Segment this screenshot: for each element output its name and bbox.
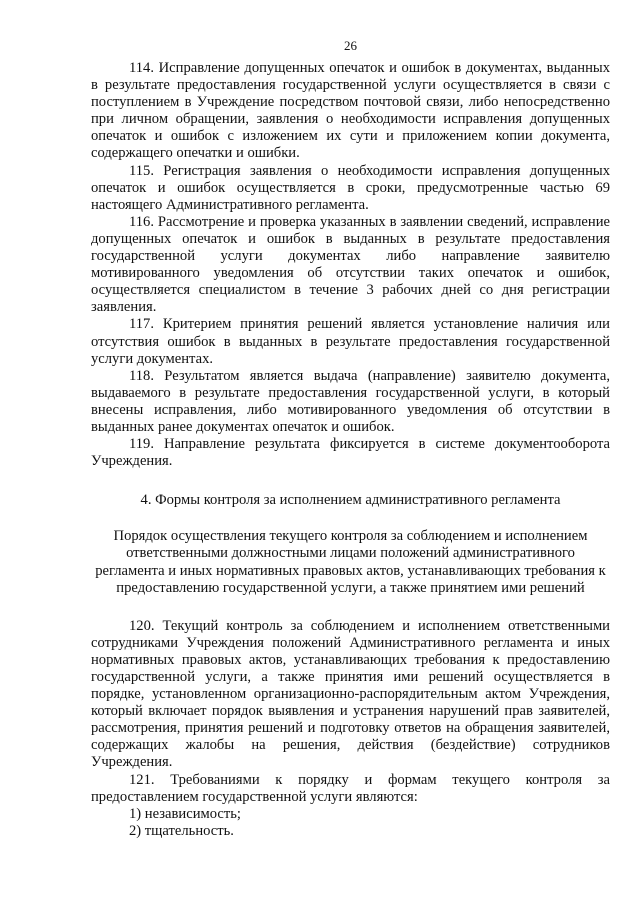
- section-heading: 4. Формы контроля за исполнением административного регламента: [140, 492, 561, 509]
- paragraph-121: 121. Требованиями к порядку и формам текущего контроля за предоставлением государственной услуги являются:: [91, 771, 610, 805]
- paragraph-120: 120. Текущий контроль за соблюдением и исполнением ответственными сотрудниками Учреждения положений Административного регламента и иных нормативных правовых актов, устанавливающих требования к предоставлению государственной услуги, а также принятия ими решений осуществляется в порядке, установленном организационно-распорядительным актом Учреждения, который включает порядок выявления и устранения нарушений прав заявителей, рассмотрения, принятия решений и подготовку ответов на обращения заявителей, содержащих жалобы на решения, действия (бездействие) сотрудников Учреждения.: [91, 617, 610, 771]
- paragraph-119: 119. Направление результата фиксируется в системе документооборота Учреждения.: [91, 436, 610, 470]
- paragraph-118: 118. Результатом является выдача (направление) заявителю документа, выдаваемого в результате предоставления государственной услуги, в который внесены исправления, либо мотивированного уведомления об отсутствии в выданных ранее документах опечаток и ошибок.: [91, 367, 610, 435]
- sub-heading: Порядок осуществления текущего контроля за соблюдением и исполнением ответственными должностными лицами положений административного регламента и иных нормативных правовых актов, устанавливающих требования к предоставлению государственной услуги, а также принятием ими решений: [95, 528, 606, 596]
- paragraph-117: 117. Критерием принятия решений является установление наличия или отсутствия ошибок в выданных в результате предоставления государственной услуги документах.: [91, 316, 610, 367]
- paragraph-114: 114. Исправление допущенных опечаток и ошибок в документах, выданных в результате предоставления государственной услуги осуществляется в связи с поступлением в Учреждение посредством почтовой связи, либо непосредственно при личном обращении, заявления о необходимости исправления допущенных опечаток и ошибок с изложением их сути и приложением копии документа, содержащего опечатки и ошибки.: [91, 60, 610, 162]
- list-item-thoroughness: 2) тщательность.: [129, 822, 234, 839]
- paragraph-115: 115. Регистрация заявления о необходимости исправления допущенных опечаток и ошибок осуществляется в сроки, предусмотренные частью 69 настоящего Административного регламента.: [91, 162, 610, 213]
- document-page: [91, 38, 610, 840]
- paragraph-116: 116. Рассмотрение и проверка указанных в заявлении сведений, исправление допущенных опечаток и ошибок в выданных в результате предоставления государственной услуги документах либо направление заявителю мотивированного уведомления об отсутствии таких опечаток и ошибок, осуществляется специалистом в течение 3 рабочих дней со дня регистрации заявления.: [91, 213, 610, 316]
- page-number: 26: [344, 38, 357, 53]
- list-item-independence: 1) независимость;: [129, 805, 241, 822]
